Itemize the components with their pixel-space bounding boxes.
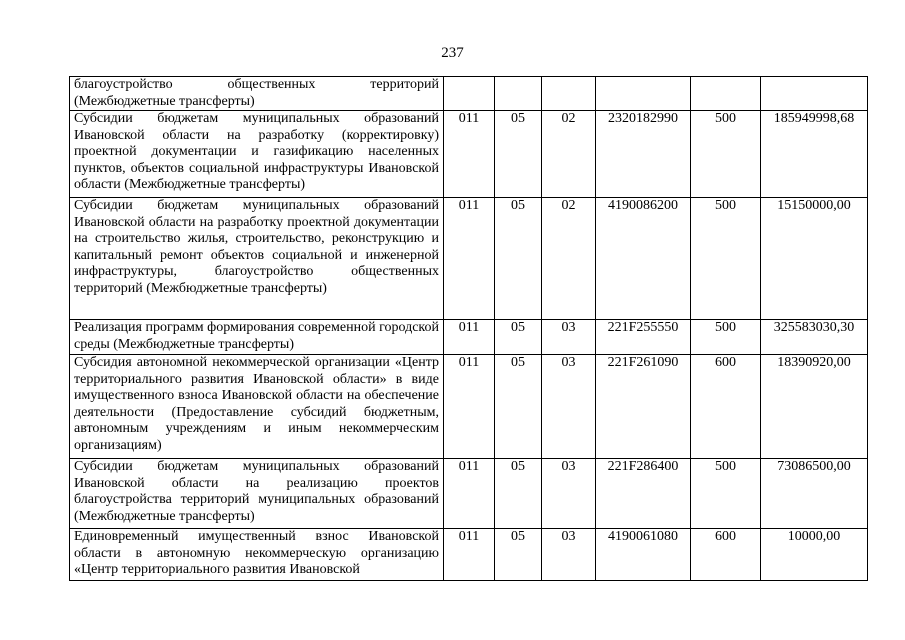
amount-value: 325583030,30 xyxy=(761,320,868,355)
subsection-code: 02 xyxy=(542,198,596,320)
target-article-code: 4190061080 xyxy=(596,529,691,581)
section-code: 05 xyxy=(495,529,542,581)
target-article-code: 221F255550 xyxy=(596,320,691,355)
amount-value xyxy=(761,77,868,111)
row-description: благоустройство общественных территорий (Межбюджетные трансферты) xyxy=(70,77,444,111)
target-article-code: 2320182990 xyxy=(596,111,691,198)
table-row xyxy=(70,77,868,111)
amount-value: 18390920,00 xyxy=(761,355,868,459)
table-row xyxy=(70,355,868,459)
table-row xyxy=(70,111,868,198)
section-code: 05 xyxy=(495,320,542,355)
subsection-code: 03 xyxy=(542,320,596,355)
subsection-code xyxy=(542,77,596,111)
subsection-code: 03 xyxy=(542,355,596,459)
expense-type-code: 500 xyxy=(691,459,761,529)
row-description: Субсидии бюджетам муниципальных образований Ивановской области на реализацию проектов благоустройства территорий муниципальных образований (Межбюджетные трансферты) xyxy=(70,459,444,529)
table-row xyxy=(70,459,868,529)
expense-type-code: 500 xyxy=(691,320,761,355)
target-article-code xyxy=(596,77,691,111)
subsection-code: 02 xyxy=(542,111,596,198)
subsection-code: 03 xyxy=(542,459,596,529)
target-article-code: 221F261090 xyxy=(596,355,691,459)
section-code: 05 xyxy=(495,355,542,459)
amount-value: 73086500,00 xyxy=(761,459,868,529)
amount-value: 10000,00 xyxy=(761,529,868,581)
ministry-code: 011 xyxy=(444,459,495,529)
section-code: 05 xyxy=(495,111,542,198)
row-description: Субсидии бюджетам муниципальных образований Ивановской области на разработку (корректировку) проектной документации и газификацию населенных пунктов, объектов социальной инфраструктуры Ивановской области (Межбюджетные трансферты) xyxy=(70,111,444,198)
target-article-code: 4190086200 xyxy=(596,198,691,320)
expense-type-code: 600 xyxy=(691,355,761,459)
section-code: 05 xyxy=(495,459,542,529)
expense-type-code: 500 xyxy=(691,198,761,320)
table-row xyxy=(70,529,868,581)
table-row xyxy=(70,198,868,320)
ministry-code: 011 xyxy=(444,355,495,459)
row-description: Единовременный имущественный взнос Ивановской области в автономную некоммерческую организацию «Центр территориального развития Ивановской xyxy=(70,529,444,581)
page-number: 237 xyxy=(441,45,464,61)
section-code xyxy=(495,77,542,111)
amount-value: 15150000,00 xyxy=(761,198,868,320)
ministry-code xyxy=(444,77,495,111)
ministry-code: 011 xyxy=(444,529,495,581)
expense-type-code: 600 xyxy=(691,529,761,581)
section-code: 05 xyxy=(495,198,542,320)
table-row xyxy=(70,320,868,355)
ministry-code: 011 xyxy=(444,111,495,198)
ministry-code: 011 xyxy=(444,320,495,355)
amount-value: 185949998,68 xyxy=(761,111,868,198)
target-article-code: 221F286400 xyxy=(596,459,691,529)
expense-type-code: 500 xyxy=(691,111,761,198)
budget-table xyxy=(69,76,868,581)
row-description: Субсидии бюджетам муниципальных образований Ивановской области на разработку проектной документации на строительство жилья, строительство, реконструкцию и капитальный ремонт объектов социальной и инженерной инфраструктуры, благоустройство общественных территорий (Межбюджетные трансферты) xyxy=(70,198,444,320)
row-description: Реализация программ формирования современной городской среды (Межбюджетные трансферты) xyxy=(70,320,444,355)
subsection-code: 03 xyxy=(542,529,596,581)
expense-type-code xyxy=(691,77,761,111)
ministry-code: 011 xyxy=(444,198,495,320)
row-description: Субсидия автономной некоммерческой организации «Центр территориального развития Ивановской области» в виде имущественного взноса Ивановской области на обеспечение деятельности (Предоставление субсидий бюджетным, автономным учреждениям и иным некоммерческим организациям) xyxy=(70,355,444,459)
